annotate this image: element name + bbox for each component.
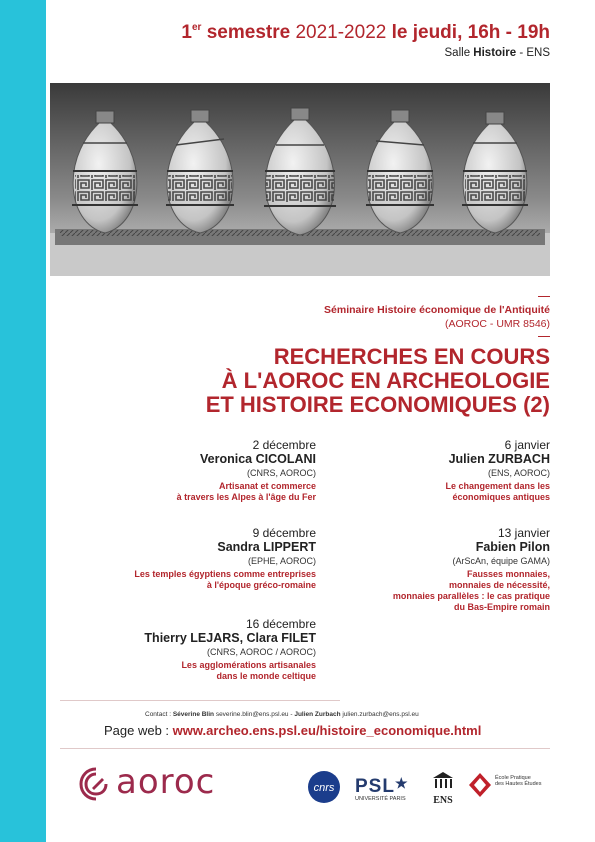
contact-person-1: Séverine Blin [172, 711, 215, 718]
contact-label: Contact : [145, 711, 173, 718]
topic-line: à travers les Alpes à l'âge du Fer [176, 492, 316, 502]
ephe-line-1: École Pratique [495, 775, 531, 781]
cnrs-logo [307, 770, 341, 804]
talk-date: 16 décembre [245, 617, 316, 631]
talk-date: 9 décembre [252, 526, 316, 540]
topic-line: Fausses monnaies, [466, 569, 550, 579]
talk-topic [177, 481, 316, 503]
talk-date: 2 décembre [252, 438, 316, 452]
topic-line: dans le monde celtique [216, 671, 316, 681]
talk-affiliation: (ArScAn, équipe GAMA) [452, 556, 550, 566]
ens-building-icon [431, 770, 455, 790]
web-url-link[interactable]: www.archeo.ens.psl.eu/histoire_economique.html [172, 723, 482, 738]
topic-line: à l'époque gréco-romaine [206, 580, 316, 590]
psl-subtitle: UNIVERSITÉ PARIS [355, 796, 406, 802]
topic-line: Les temples égyptiens comme entreprises [134, 569, 316, 579]
topic-line: Le changement dans les [445, 481, 550, 491]
ephe-line-2: des Hautes Études [495, 781, 542, 787]
contact-line [145, 711, 419, 718]
schedule: le jeudi, 16h - 19h [391, 22, 550, 43]
talk-speaker: Veronica CICOLANI [200, 452, 316, 466]
seminar-lab: (AOROC - UMR 8546) [444, 318, 550, 330]
room-name: Histoire [473, 47, 517, 59]
talk-item [177, 438, 316, 503]
semester-line [181, 22, 550, 44]
talk-affiliation: (EPHE, AOROC) [247, 556, 316, 566]
talk-speaker: Thierry LEJARS, Clara FILET [144, 631, 316, 645]
talk-affiliation: (CNRS, AOROC / AOROC) [206, 647, 316, 657]
ens-logo [428, 770, 458, 806]
talk-speaker: Fabien Pilon [475, 540, 550, 554]
talk-affiliation: (CNRS, AOROC) [246, 468, 316, 478]
talk-date: 13 janvier [497, 526, 550, 540]
header [181, 22, 550, 59]
talk-topic [393, 569, 550, 613]
talk-topic [445, 481, 550, 503]
room-line [181, 47, 550, 59]
separator-top [538, 296, 550, 297]
academic-years: 2021-2022 [290, 22, 392, 43]
talk-affiliation: (ENS, AOROC) [487, 468, 550, 478]
talk-topic [144, 660, 316, 682]
room-prefix: Salle [444, 47, 474, 59]
topic-line: monnaies de nécessité, [448, 580, 550, 590]
semester-number: 1 [181, 22, 192, 43]
web-line [104, 723, 481, 738]
talks-right-column [310, 438, 550, 658]
talk-topic [134, 569, 316, 591]
contact-email-1[interactable]: severine.blin@ens.psl.eu [214, 711, 289, 718]
topic-line: monnaies parallèles : le cas pratique [392, 591, 550, 601]
talk-speaker: Julien ZURBACH [448, 452, 550, 466]
topic-line: Les agglomérations artisanales [181, 660, 316, 670]
topic-line: économiques antiques [452, 492, 550, 502]
main-title [206, 345, 550, 417]
talks-left-column [56, 438, 316, 698]
semester-word: semestre [201, 22, 291, 43]
contact-separator: - [288, 711, 295, 718]
psl-logo-text: PSL [355, 776, 395, 797]
cnrs-logo-text: cnrs [313, 782, 335, 794]
separator-mid [538, 336, 550, 337]
psl-logo [355, 774, 417, 802]
talk-item [445, 438, 550, 503]
talk-item [144, 617, 316, 682]
talk-date: 6 janvier [504, 438, 550, 452]
sidebar-stripe [0, 0, 46, 842]
topic-line: Artisanat et commerce [218, 481, 316, 491]
talk-item [134, 526, 316, 591]
talk-speaker: Sandra LIPPERT [217, 540, 316, 554]
topic-line: du Bas-Empire romain [453, 602, 550, 612]
talk-item [393, 526, 550, 613]
web-label: Page web : [104, 723, 173, 738]
title-line-1: RECHERCHES EN COURS [273, 344, 550, 369]
aoroc-emblem-icon [78, 766, 114, 802]
room-suffix: - ENS [516, 47, 550, 59]
title-line-3: ET HISTOIRE ECONOMIQUES (2) [205, 392, 550, 417]
contact-email-2[interactable]: julien.zurbach@ens.psl.eu [340, 711, 419, 718]
ephe-emblem-icon [468, 772, 492, 798]
semester-sup: er [192, 22, 202, 33]
contact-person-2: Julien Zurbach [294, 711, 341, 718]
divider-bottom [60, 748, 550, 749]
ens-logo-text: ENS [433, 795, 453, 806]
vessels-photo [50, 83, 550, 276]
divider-left [60, 700, 340, 701]
seminar-series-name: Séminaire Histoire économique de l'Antiquité [324, 304, 550, 316]
psl-star-icon: ★ [394, 775, 409, 791]
aoroc-wordmark: aoroc [116, 762, 216, 802]
title-line-2: À L'AOROC EN ARCHEOLOGIE [221, 368, 550, 393]
